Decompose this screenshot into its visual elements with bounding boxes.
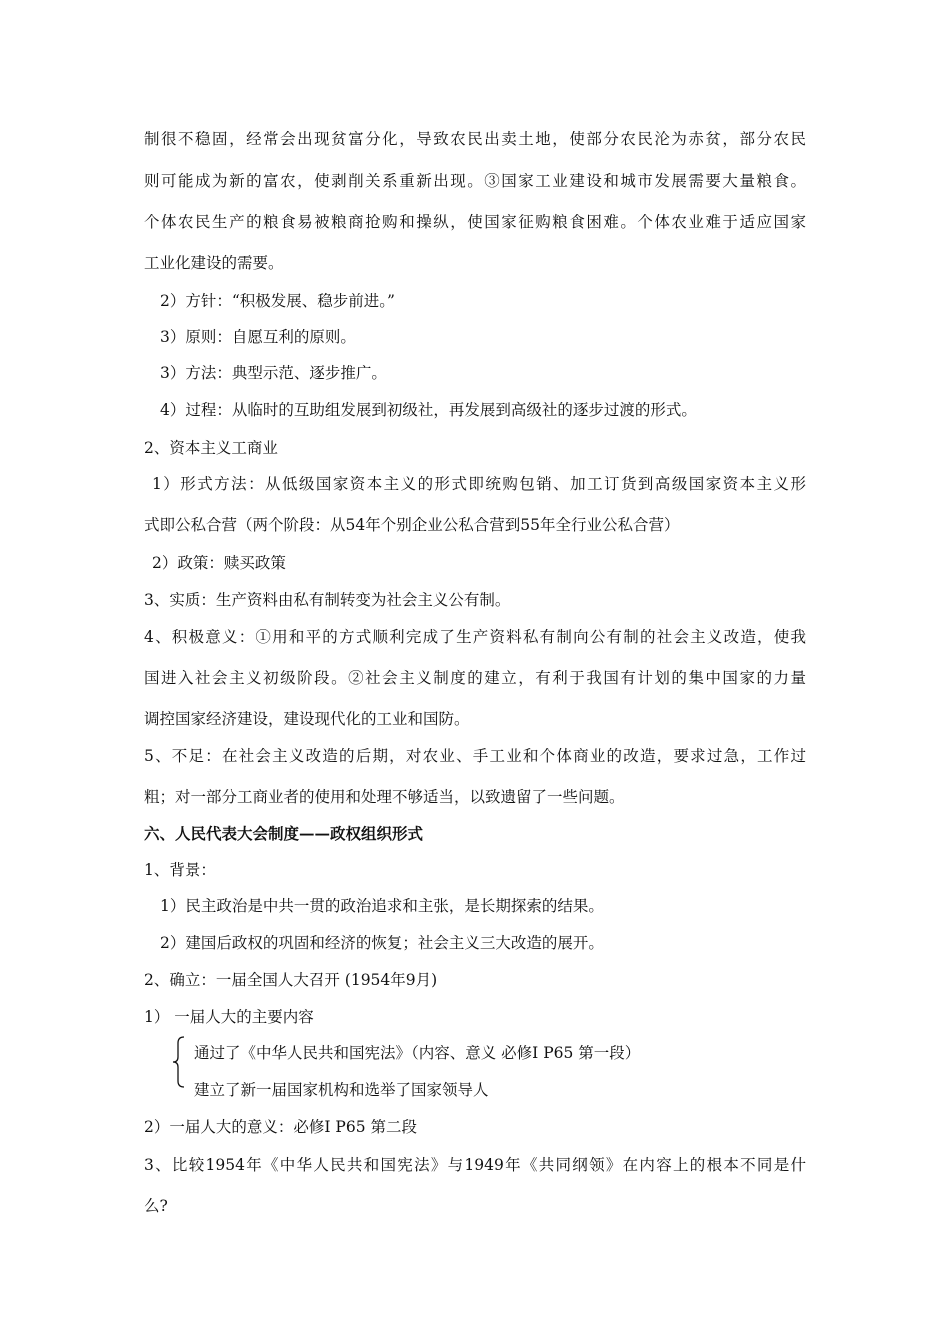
text-line: 3、比较1954年《中华人民共和国宪法》与1949年《共同纲领》在内容上的根本不同是什 bbox=[144, 1156, 806, 1174]
text-line: 2、确立：一届全国人大召开 (1954年9月) bbox=[144, 971, 438, 989]
text-line: 1、背景： bbox=[144, 861, 216, 879]
text-line: 2）政策：赎买政策 bbox=[152, 554, 286, 572]
text-line: 么? bbox=[144, 1197, 168, 1215]
text-line: 式即公私合营（两个阶段：从54年个别企业公私合营到55年全行业公私合营） bbox=[144, 516, 680, 534]
section-heading: 2、资本主义工商业 bbox=[144, 439, 278, 457]
text-line: 制很不稳固，经常会出现贫富分化，导致农民出卖土地，使部分农民沦为赤贫，部分农民 bbox=[144, 130, 806, 148]
text-line: 2）建国后政权的巩固和经济的恢复；社会主义三大改造的展开。 bbox=[160, 934, 604, 952]
section-title: 六、人民代表大会制度——政权组织形式 bbox=[144, 824, 424, 843]
brace-item: 通过了《中华人民共和国宪法》（内容、意义 必修Ⅰ P65 第一段） bbox=[194, 1044, 641, 1062]
text-line: 1）形式方法：从低级国家资本主义的形式即统购包销、加工订货到高级国家资本主义形 bbox=[152, 475, 806, 493]
text-line: 工业化建设的需要。 bbox=[144, 254, 284, 272]
text-line: 2）方针：“积极发展、稳步前进。” bbox=[160, 292, 395, 310]
text-line: 个体农民生产的粮食易被粮商抢购和操纵，使国家征购粮食困难。个体农业难于适应国家 bbox=[144, 213, 806, 231]
text-line: 调控国家经济建设，建设现代化的工业和国防。 bbox=[144, 710, 470, 728]
text-line: 3、实质：生产资料由私有制转变为社会主义公有制。 bbox=[144, 591, 511, 609]
text-line: 国进入社会主义初级阶段。②社会主义制度的建立，有利于我国有计划的集中国家的力量 bbox=[144, 669, 806, 687]
text-line: 3）原则：自愿互利的原则。 bbox=[160, 328, 356, 346]
text-line: 则可能成为新的富农，使剥削关系重新出现。③国家工业建设和城市发展需要大量粮食。 bbox=[144, 172, 806, 190]
text-line: 4、积极意义：①用和平的方式顺利完成了生产资料私有制向公有制的社会主义改造，使我 bbox=[144, 628, 806, 646]
curly-brace-icon bbox=[172, 1036, 186, 1088]
text-line: 5、不足：在社会主义改造的后期，对农业、手工业和个体商业的改造，要求过急，工作过 bbox=[144, 747, 806, 765]
text-line: 4）过程：从临时的互助组发展到初级社，再发展到高级社的逐步过渡的形式。 bbox=[160, 401, 697, 419]
text-line: 1） 一届人大的主要内容 bbox=[144, 1008, 314, 1026]
brace-item: 建立了新一届国家机构和选举了国家领导人 bbox=[194, 1081, 489, 1099]
text-line: 1）民主政治是中共一贯的政治追求和主张，是长期探索的结果。 bbox=[160, 897, 604, 915]
text-line: 2）一届人大的意义：必修Ⅰ P65 第二段 bbox=[144, 1118, 417, 1136]
text-line: 3）方法：典型示范、逐步推广。 bbox=[160, 364, 387, 382]
text-line: 粗；对一部分工商业者的使用和处理不够适当，以致遗留了一些问题。 bbox=[144, 788, 625, 806]
